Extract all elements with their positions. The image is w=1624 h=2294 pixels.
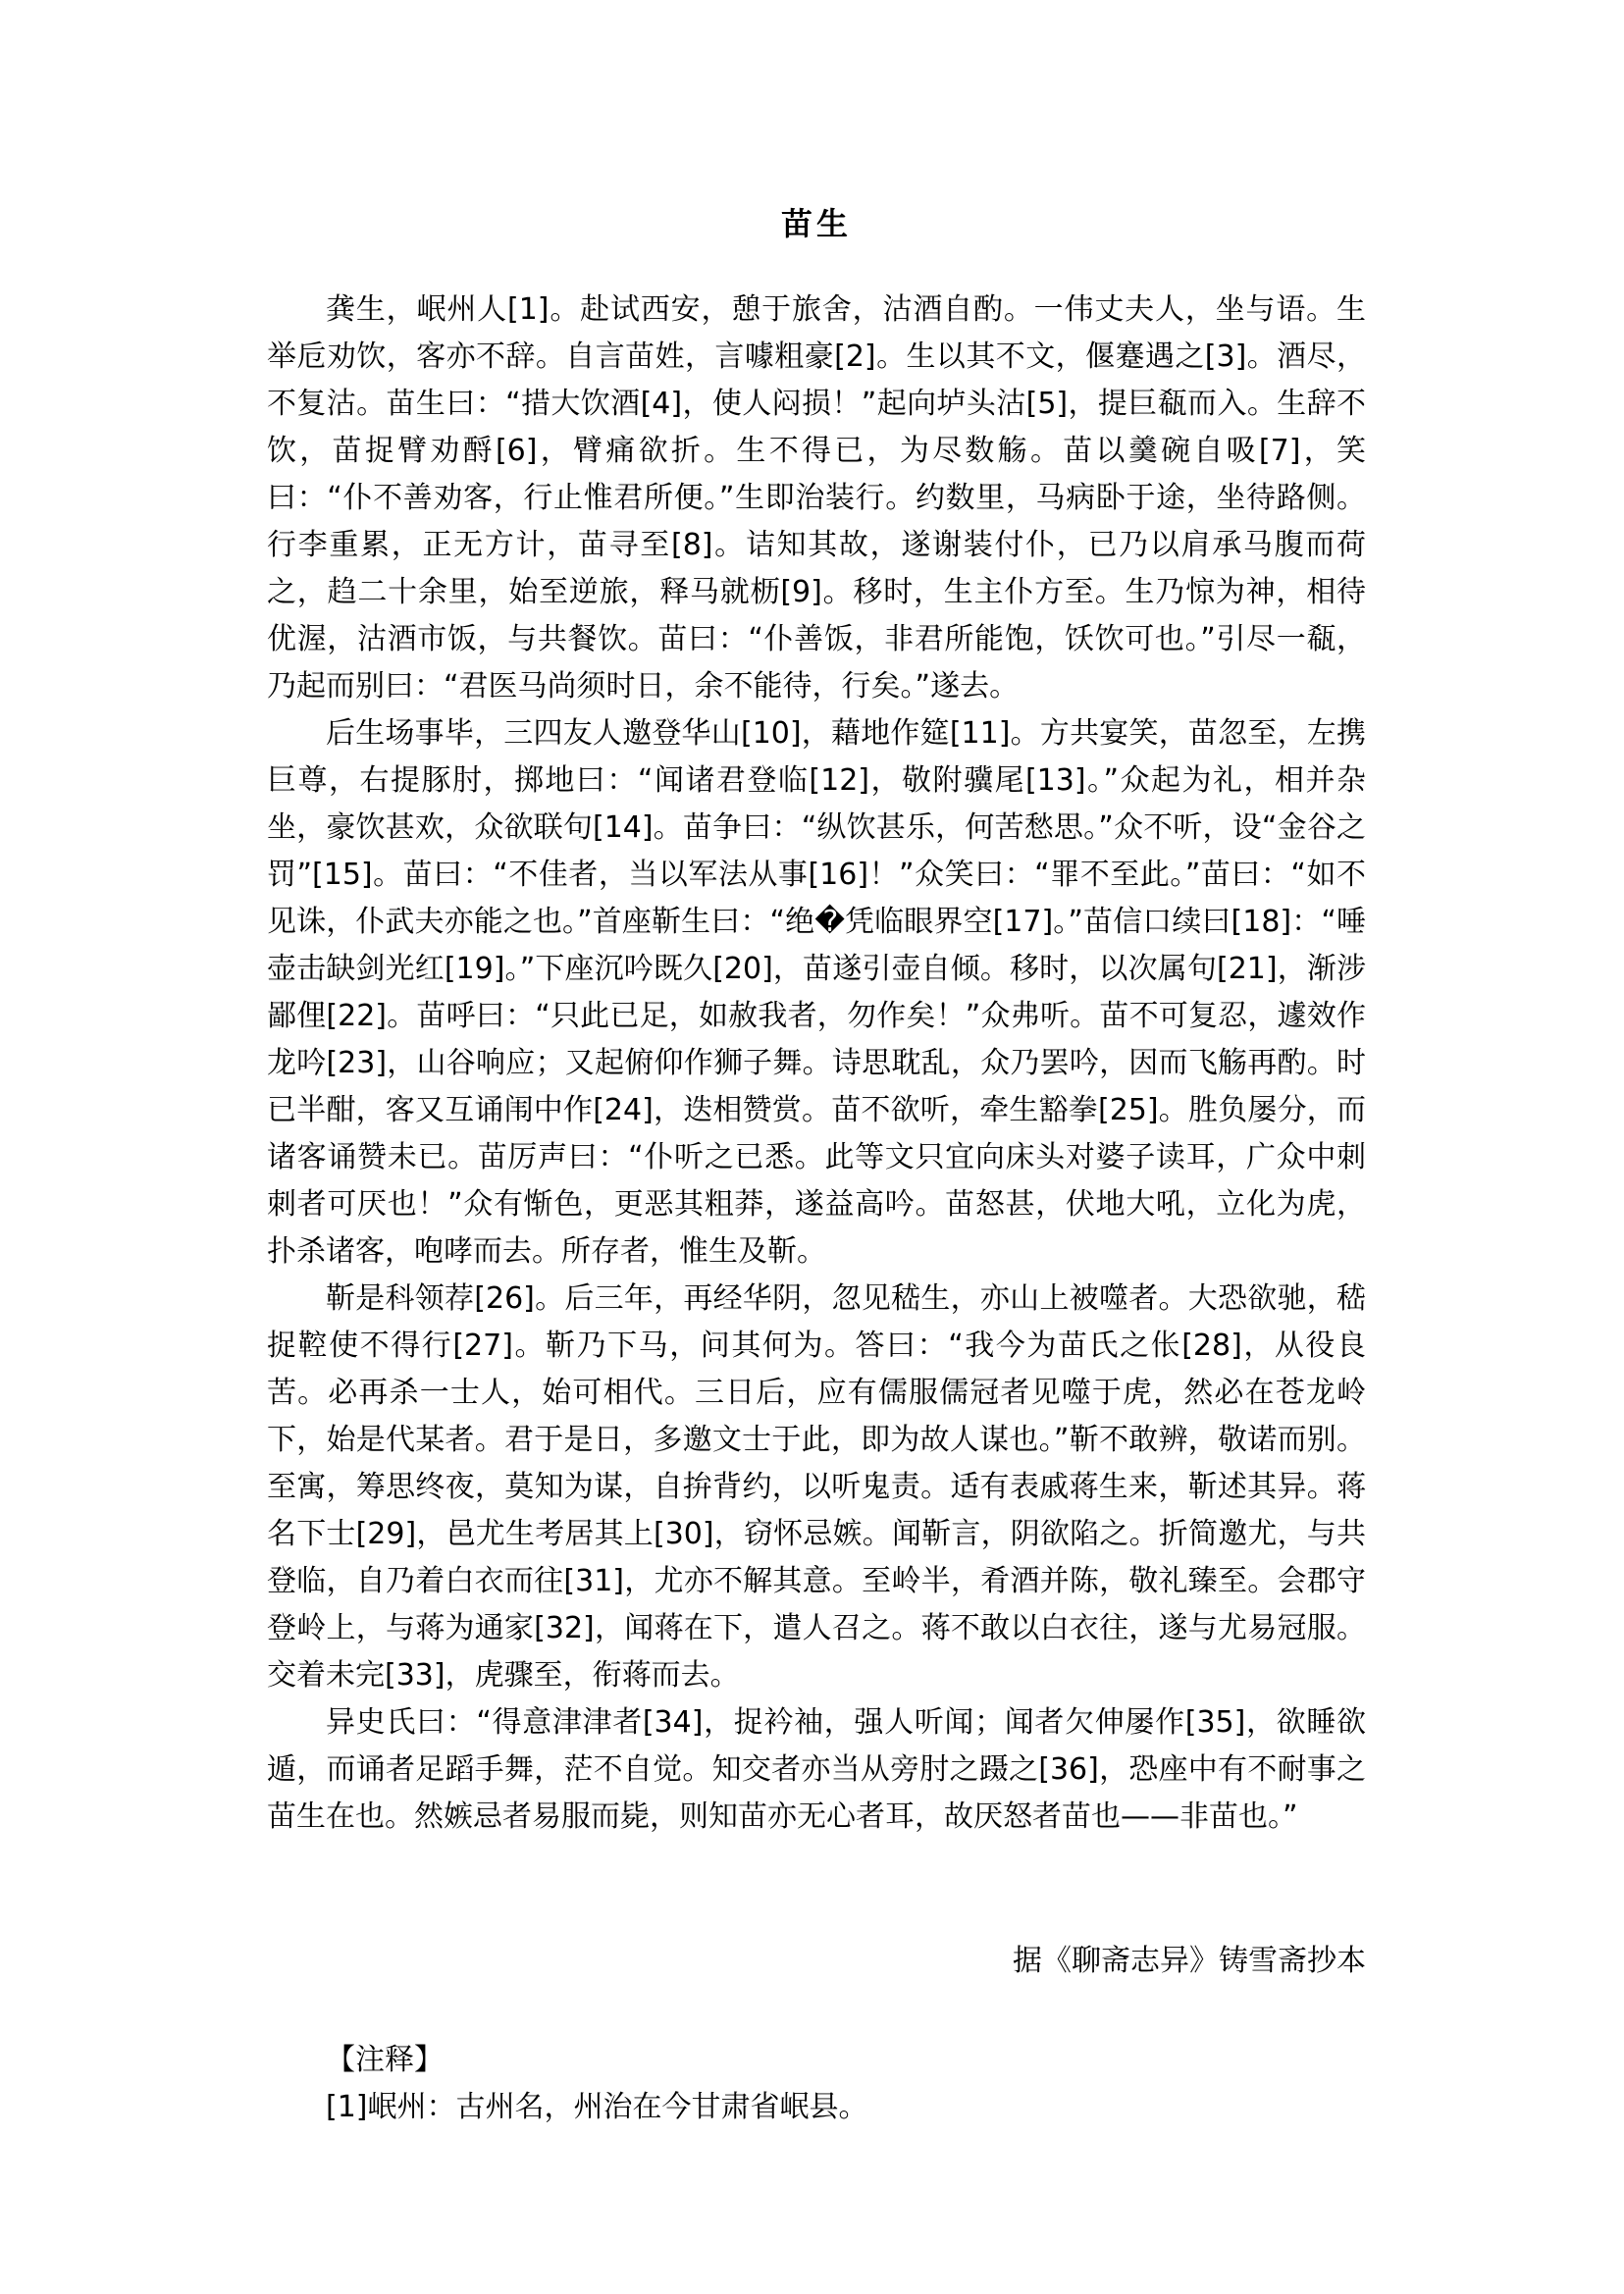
document-title: 苗生 (780, 205, 852, 242)
notes-heading: 【注释】 (326, 2043, 444, 2077)
document-page (267, 0, 1366, 2294)
story-body (267, 287, 1366, 1841)
story-paragraph-1: 龚生，岷州人[1]。赴试西安，憩于旅舍，沽酒自酌。一伟丈夫人，坐与语。生举卮劝饮，客亦不辞。自言苗姓，言噱粗豪[2]。生以其不文，偃蹇遇之[3]。酒尽，不复沽。苗生曰：“措大饮酒[4]，使人闷损！”起向垆头沽[5]，提巨瓻而入。生辞不饮，苗捉臂劝酹[6]，臂痛欲折。生不得已，为尽数觞。苗以羹碗自吸[7]，笑曰：“仆不善劝客，行止惟君所便。”生即治装行。约数里，马病卧于途，坐待路侧。行李重累，正无方计，苗寻至[8]。诘知其故，遂谢装付仆，已乃以肩承马腹而荷之，趋二十余里，始至逆旅，释马就枥[9]。移时，生主仆方至。生乃惊为神，相待优渥，沽酒市饭，与共餐饮。苗曰：“仆善饭，非君所能饱，饫饮可也。”引尽一瓻，乃起而别曰：“君医马尚须时日，余不能待，行矣。”遂去。 (267, 292, 1366, 704)
story-paragraph-2: 后生场事毕，三四友人邀登华山[10]，藉地作筵[11]。方共宴笑，苗忽至，左携巨尊，右提豚肘，掷地曰：“闻诸君登临[12]，敬附骥尾[13]。”众起为礼，相并杂坐，豪饮甚欢，众欲联句[14]。苗争曰：“纵饮甚乐，何苦愁思。”众不听，设“金谷之罚”[15]。苗曰：“不佳者，当以军法从事[16]！”众笑曰：“罪不至此。”苗曰：“如不见诛，仆武夫亦能之也。”首座靳生曰：“绝�凭临眼界空[17]。”苗信口续曰[18]：“唾壶击缺剑光红[19]。”下座沉吟既久[20]，苗遂引壶自倾。移时，以次属句[21]，渐涉鄙俚[22]。苗呼曰：“只此已足，如赦我者，勿作矣！”众弗听。苗不可复忍，遽效作龙吟[23]，山谷响应；又起俯仰作狮子舞。诗思耽乱，众乃罢吟，因而飞觞再酌。时已半酣，客又互诵闱中作[24]，迭相赞赏。苗不欲听，牵生豁拳[25]。胜负屡分，而诸客诵赞未已。苗厉声曰：“仆听之已悉。此等文只宜向床头对婆子读耳，广众中刺刺者可厌也！”众有惭色，更恶其粗莽，遂益高吟。苗怒甚，伏地大吼，立化为虎，扑杀诸客，咆哮而去。所存者，惟生及靳。 (267, 716, 1366, 1269)
commentary-paragraph: 异史氏曰：“得意津津者[34]，捉衿袖，强人听闻；闻者欠伸屡作[35]，欲睡欲遁，而诵者足蹈手舞，茫不自觉。知交者亦当从旁肘之蹑之[36]，恐座中有不耐事之苗生在也。然嫉忌者易服而毙，则知苗亦无心者耳，故厌怒者苗也——非苗也。” (267, 1705, 1366, 1834)
note-item: [1]岷州：古州名，州治在今甘肃省岷县。 (326, 2090, 868, 2124)
source-citation: 据《聊斋志异》铸雪斋抄本 (1013, 1944, 1366, 1978)
story-paragraph-3: 靳是科领荐[26]。后三年，再经华阴，忽见嵇生，亦山上被噬者。大恐欲驰，嵇捉鞚使不得行[27]。靳乃下马，问其何为。答曰：“我今为苗氏之伥[28]，从役良苦。必再杀一士人，始可相代。三日后，应有儒服儒冠者见噬于虎，然必在苍龙岭下，始是代某者。君于是日，多邀文士于此，即为故人谋也。”靳不敢辨，敬诺而别。至寓，筹思终夜，莫知为谋，自拚背约，以听鬼责。适有表戚蒋生来，靳述其异。蒋名下士[29]，邑尤生考居其上[30]，窃怀忌嫉。闻靳言，阴欲陷之。折简邀尤，与共登临，自乃着白衣而往[31]，尤亦不解其意。至岭半，肴酒并陈，敬礼臻至。会郡守登岭上，与蒋为通家[32]，闻蒋在下，遣人召之。蒋不敢以白衣往，遂与尤易冠服。交着未完[33]，虎骤至，衔蒋而去。 (267, 1281, 1366, 1693)
